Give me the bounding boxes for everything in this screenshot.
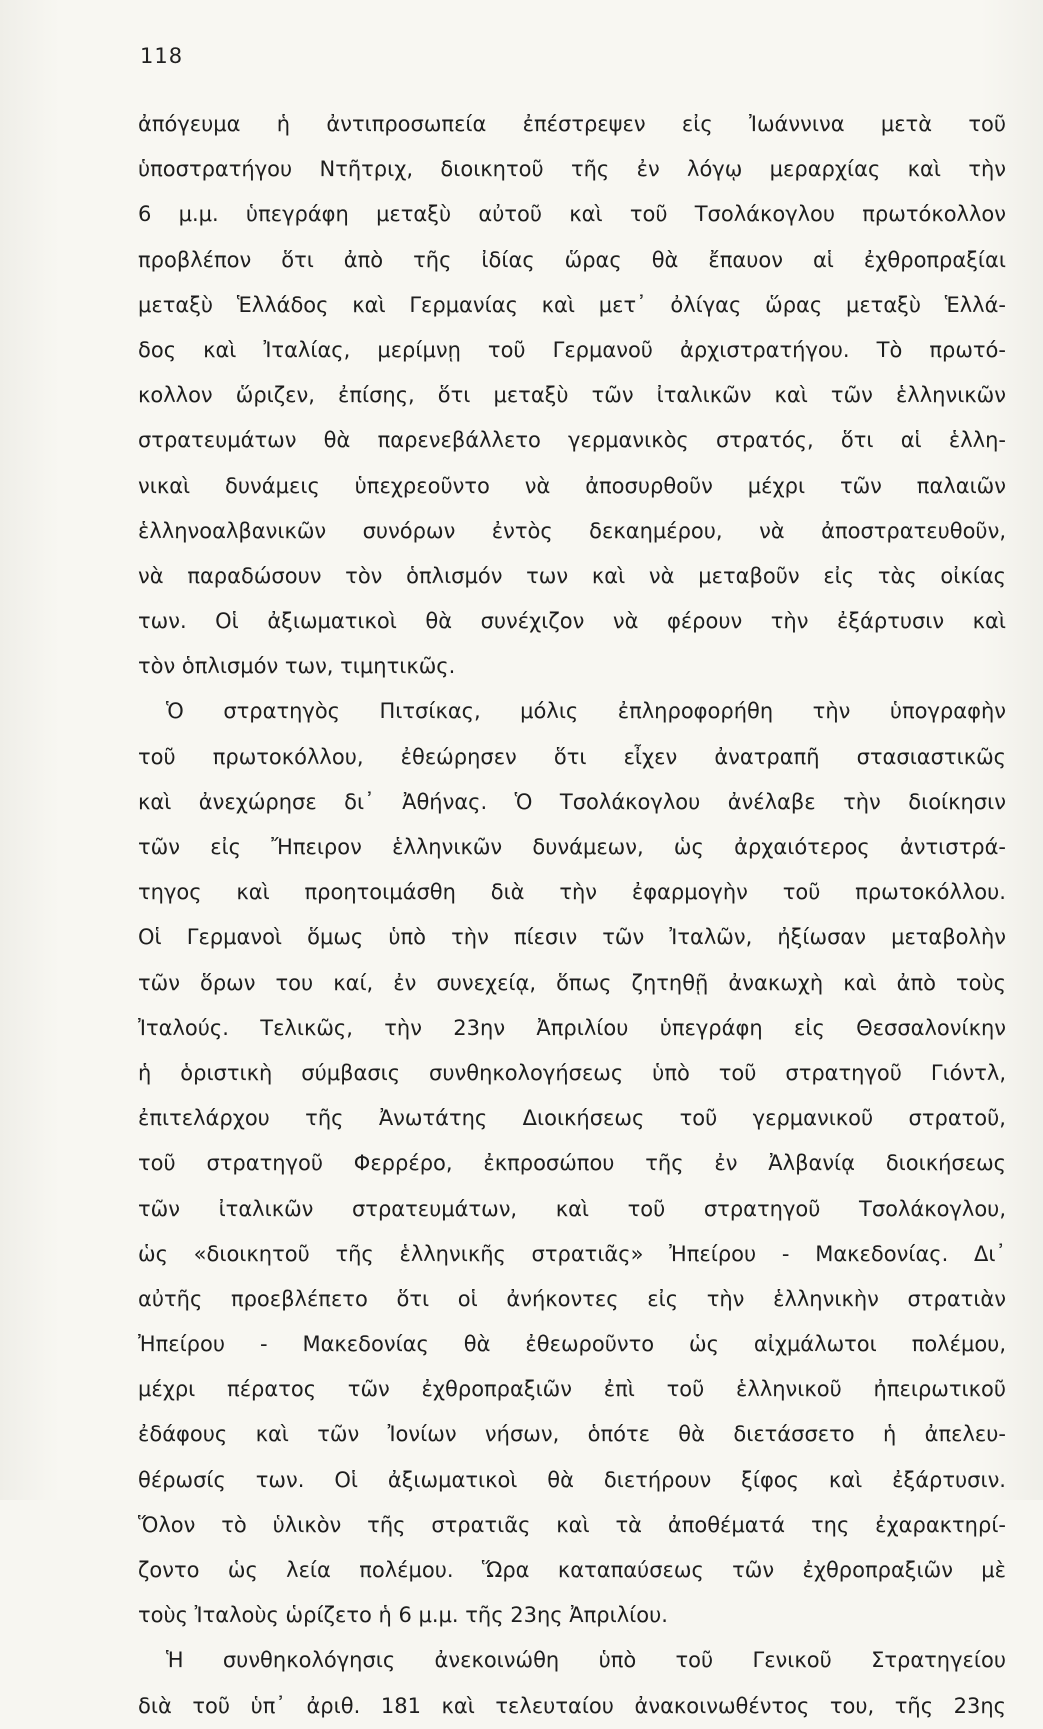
text-line: κολλον ὥριζεν, ἐπίσης, ὅτι μεταξὺ τῶν ἰταλικῶν καὶ τῶν ἑλληνικῶν — [138, 383, 1006, 408]
text-line: Ὁ στρατηγὸς Πιτσίκας, μόλις ἐπληροφορήθη τὴν ὑπογραφὴν — [166, 699, 1006, 724]
text-line: νὰ παραδώσουν τὸν ὁπλισμόν των καὶ νὰ μεταβοῦν εἰς τὰς οἰκίας — [138, 563, 1006, 588]
text-line: τῶν ὅρων του καί, ἐν συνεχείᾳ, ὅπως ζητηθῇ ἀνακωχὴ καὶ ἀπὸ τοὺς — [138, 970, 1006, 995]
text-line: ὡς «διοικητοῦ τῆς ἑλληνικῆς στρατιᾶς» Ἠπείρου - Μακεδονίας. Δι᾽ — [138, 1241, 1006, 1266]
text-line: καὶ ἀνεχώρησε δι᾽ Ἀθήνας. Ὁ Τσολάκογλου ἀνέλαβε τὴν διοίκησιν — [138, 789, 1006, 814]
text-line: τῶν εἰς Ἤπειρον ἑλληνικῶν δυνάμεων, ὡς ἀρχαιότερος ἀντιστρά- — [138, 835, 1006, 859]
text-line: Οἱ Γερμανοὶ ὅμως ὑπὸ τὴν πίεσιν τῶν Ἰταλῶν, ἠξίωσαν μεταβολὴν — [138, 925, 1006, 950]
text-line: Ὅλον τὸ ὑλικὸν τῆς στρατιᾶς καὶ τὰ ἀποθέματά της ἐχαρακτηρί- — [138, 1512, 1006, 1537]
text-line: τὸν ὁπλισμόν των, τιμητικῶς. — [138, 654, 456, 679]
text-line: στρατευμάτων θὰ παρενεβάλλετο γερμανικὸς στρατός, ὅτι αἱ ἑλλη- — [138, 428, 1006, 453]
text-line: διὰ τοῦ ὑπ᾽ ἀριθ. 181 καὶ τελευταίου ἀνακοινωθέντος του, τῆς 23ης — [138, 1693, 1006, 1718]
text-line: Ἠπείρου - Μακεδονίας θὰ ἐθεωροῦντο ὡς αἰχμάλωτοι πολέμου, — [138, 1332, 1006, 1357]
text-line: δος καὶ Ἰταλίας, μερίμνῃ τοῦ Γερμανοῦ ἀρχιστρατήγου. Τὸ πρωτό- — [138, 337, 1006, 362]
body-text — [138, 102, 1006, 1729]
text-line: ὑποστρατήγου Ντῆτριχ, διοικητοῦ τῆς ἐν λόγῳ μεραρχίας καὶ τὴν — [138, 157, 1006, 182]
text-line: Ἰταλούς. Τελικῶς, τὴν 23ην Ἀπριλίου ὑπεγράφη εἰς Θεσσαλονίκην — [138, 1015, 1006, 1040]
text-line: τηγος καὶ προητοιμάσθη διὰ τὴν ἐφαρμογὴν τοῦ πρωτοκόλλου. — [138, 880, 1006, 905]
text-line: ἡ ὁριστικὴ σύμβασις συνθηκολογήσεως ὑπὸ τοῦ στρατηγοῦ Γιόντλ, — [138, 1060, 1006, 1085]
text-line: τῶν ἰταλικῶν στρατευμάτων, καὶ τοῦ στρατηγοῦ Τσολάκογλου, — [138, 1196, 1006, 1221]
text-line: Ἡ συνθηκολόγησις ἀνεκοινώθη ὑπὸ τοῦ Γενικοῦ Στρατηγείου — [166, 1648, 1006, 1673]
text-line: ἑλληνοαλβανικῶν συνόρων ἐντὸς δεκαημέρου, νὰ ἀποστρατευθοῦν, — [138, 518, 1006, 543]
text-line: μέχρι πέρατος τῶν ἐχθροπραξιῶν ἐπὶ τοῦ ἑλληνικοῦ ἠπειρωτικοῦ — [138, 1377, 1006, 1402]
text-line: θέρωσίς των. Οἱ ἀξιωματικοὶ θὰ διετήρουν ξίφος καὶ ἐξάρτυσιν. — [138, 1467, 1006, 1492]
text-line: 6 μ.μ. ὑπεγράφη μεταξὺ αὐτοῦ καὶ τοῦ Τσολάκογλου πρωτόκολλον — [138, 202, 1006, 227]
text-line: ζοντο ὡς λεία πολέμου. Ὥρα καταπαύσεως τῶν ἐχθροπραξιῶν μὲ — [138, 1558, 1006, 1582]
text-line: τοῦ πρωτοκόλλου, ἐθεώρησεν ὅτι εἶχεν ἀνατραπῆ στασιαστικῶς — [138, 744, 1006, 769]
text-line: νικαὶ δυνάμεις ὑπεχρεοῦντο νὰ ἀποσυρθοῦν μέχρι τῶν παλαιῶν — [138, 473, 1006, 498]
text-line: ἀπόγευμα ἡ ἀντιπροσωπεία ἐπέστρεψεν εἰς Ἰωάννινα μετὰ τοῦ — [138, 112, 1006, 136]
page-number: 118 — [140, 44, 184, 68]
text-line: ἐπιτελάρχου τῆς Ἀνωτάτης Διοικήσεως τοῦ γερμανικοῦ στρατοῦ, — [138, 1106, 1006, 1131]
text-line: μεταξὺ Ἑλλάδος καὶ Γερμανίας καὶ μετ᾽ ὀλίγας ὥρας μεταξὺ Ἑλλά- — [138, 292, 1006, 317]
text-line: τοὺς Ἰταλοὺς ὡρίζετο ἡ 6 μ.μ. τῆς 23ης Ἀπριλίου. — [138, 1603, 668, 1628]
text-line: ἐδάφους καὶ τῶν Ἰονίων νήσων, ὁπότε θὰ διετάσσετο ἡ ἀπελευ- — [138, 1422, 1006, 1447]
text-line: των. Οἱ ἀξιωματικοὶ θὰ συνέχιζον νὰ φέρουν τὴν ἐξάρτυσιν καὶ — [138, 609, 1006, 634]
text-line: αὐτῆς προεβλέπετο ὅτι οἱ ἀνήκοντες εἰς τὴν ἑλληνικὴν στρατιὰν — [138, 1286, 1006, 1311]
text-line: τοῦ στρατηγοῦ Φερρέρο, ἐκπροσώπου τῆς ἐν Ἀλβανίᾳ διοικήσεως — [138, 1151, 1006, 1176]
text-line: προβλέπον ὅτι ἀπὸ τῆς ἰδίας ὥρας θὰ ἔπαυον αἱ ἐχθροπραξίαι — [138, 247, 1006, 272]
